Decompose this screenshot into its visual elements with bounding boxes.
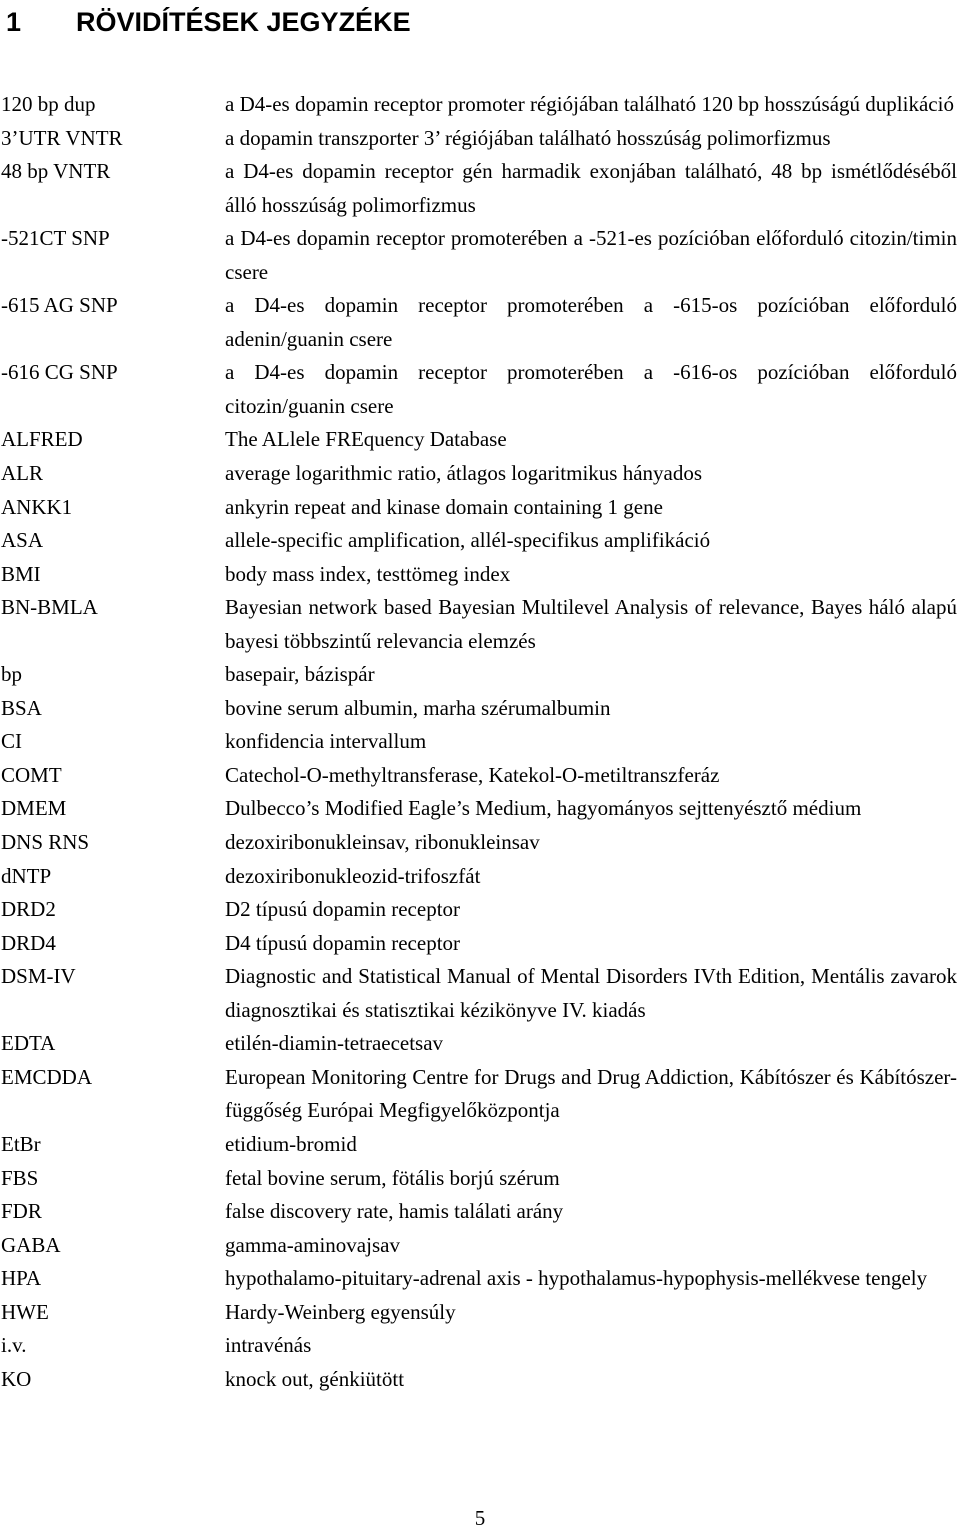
abbreviation-term: FBS bbox=[1, 1165, 39, 1190]
abbreviation-definition: etilén-diamin-tetraecetsav bbox=[225, 1031, 444, 1056]
abbreviation-term: ANKK1 bbox=[1, 494, 73, 519]
abbreviation-term: BMI bbox=[1, 561, 41, 586]
abbreviation-term: 48 bp VNTR bbox=[1, 159, 111, 184]
abbreviation-term: DMEM bbox=[1, 796, 67, 821]
abbreviation-entry bbox=[0, 792, 956, 826]
abbreviation-term: 3’UTR VNTR bbox=[1, 125, 123, 150]
abbreviation-definition: intravénás bbox=[225, 1333, 312, 1358]
abbreviation-entry bbox=[0, 893, 956, 927]
abbreviation-term: -616 CG SNP bbox=[1, 360, 118, 385]
abbreviation-entry bbox=[0, 725, 956, 759]
abbreviation-definition: dezoxiribonukleinsav, ribonukleinsav bbox=[225, 830, 540, 855]
abbreviation-term: DNS RNS bbox=[1, 830, 90, 855]
abbreviation-term: dNTP bbox=[1, 863, 52, 888]
abbreviation-entry bbox=[0, 1061, 956, 1128]
abbreviation-term: ALFRED bbox=[1, 427, 83, 452]
abbreviation-term: 120 bp dup bbox=[1, 92, 96, 116]
abbreviation-entry bbox=[0, 692, 956, 726]
abbreviation-definition: gamma-aminovajsav bbox=[225, 1232, 400, 1257]
abbreviation-entry bbox=[0, 860, 956, 894]
abbreviation-term: CI bbox=[1, 729, 22, 754]
section-number: 1 bbox=[6, 7, 22, 37]
abbreviation-definition: The ALlele FREquency Database bbox=[225, 427, 507, 452]
abbreviation-entry bbox=[0, 88, 956, 122]
abbreviation-definition: etidium-bromid bbox=[225, 1131, 357, 1156]
abbreviation-term: ASA bbox=[1, 528, 44, 553]
abbreviation-term: EtBr bbox=[1, 1131, 41, 1156]
abbreviation-term: i.v. bbox=[1, 1333, 27, 1358]
abbreviation-definition: a D4-es dopamin receptor promoterében a -616-os pozícióban előforduló citozin/guanin csere bbox=[225, 360, 957, 418]
abbreviation-list bbox=[0, 88, 956, 1396]
abbreviation-entry bbox=[0, 1027, 956, 1061]
page-number: 5 bbox=[474, 1506, 486, 1530]
abbreviation-definition: hypothalamo-pituitary-adrenal axis - hypothalamus-hypophysis-mellékvese tengely bbox=[225, 1266, 928, 1291]
abbreviation-definition: European Monitoring Centre for Drugs and Drug Addiction, Kábítószer és Kábítószer-függőség Európai Megfigyelőközpontja bbox=[225, 1064, 957, 1123]
abbreviation-term: DRD2 bbox=[1, 897, 56, 922]
abbreviation-entry bbox=[0, 1296, 956, 1330]
abbreviation-definition: a D4-es dopamin receptor gén harmadik exonjában található, 48 bp ismétlődéséből álló hosszúság polimorfizmus bbox=[225, 159, 957, 217]
abbreviation-entry bbox=[0, 1363, 956, 1397]
abbreviation-term: -521CT SNP bbox=[1, 226, 110, 251]
abbreviation-definition: a D4-es dopamin receptor promoter régiójában található 120 bp hosszúságú duplikáció bbox=[225, 92, 954, 116]
section-title: RÖVIDÍTÉSEK JEGYZÉKE bbox=[76, 7, 411, 37]
abbreviation-term: GABA bbox=[1, 1232, 61, 1257]
abbreviation-term: COMT bbox=[1, 762, 62, 787]
abbreviation-entry bbox=[0, 356, 956, 423]
abbreviation-term: DSM-IV bbox=[1, 964, 76, 989]
abbreviation-entry bbox=[0, 658, 956, 692]
abbreviation-definition: Dulbecco’s Modified Eagle’s Medium, hagyományos sejttenyésztő médium bbox=[225, 796, 862, 821]
abbreviation-entry bbox=[0, 1229, 956, 1263]
abbreviation-entry bbox=[0, 960, 956, 1027]
abbreviation-entry bbox=[0, 558, 956, 592]
abbreviation-entry bbox=[0, 591, 956, 658]
abbreviation-term: bp bbox=[1, 662, 22, 687]
abbreviation-definition: D4 típusú dopamin receptor bbox=[225, 930, 461, 955]
abbreviation-definition: allele-specific amplification, allél-specifikus amplifikáció bbox=[225, 528, 711, 553]
abbreviation-definition: a dopamin transzporter 3’ régiójában található hosszúság polimorfizmus bbox=[225, 125, 831, 150]
abbreviation-definition: D2 típusú dopamin receptor bbox=[225, 897, 461, 922]
abbreviation-term: BN-BMLA bbox=[1, 595, 98, 620]
abbreviation-term: BSA bbox=[1, 695, 42, 720]
abbreviation-term: FDR bbox=[1, 1199, 42, 1224]
section-heading bbox=[6, 2, 411, 42]
abbreviation-definition: a D4-es dopamin receptor promoterében a -521-es pozícióban előforduló citozin/timin csere bbox=[225, 226, 957, 284]
abbreviation-entry bbox=[0, 524, 956, 558]
abbreviation-entry bbox=[0, 826, 956, 860]
abbreviation-term: ALR bbox=[1, 461, 43, 486]
abbreviation-definition: knock out, génkiütött bbox=[225, 1366, 405, 1391]
abbreviation-entry bbox=[0, 457, 956, 491]
abbreviation-entry bbox=[0, 1162, 956, 1196]
abbreviation-term: HPA bbox=[1, 1266, 42, 1291]
abbreviation-definition: dezoxiribonukleozid-trifoszfát bbox=[225, 863, 481, 888]
abbreviation-definition: bovine serum albumin, marha szérumalbumin bbox=[225, 695, 611, 720]
abbreviation-term: EMCDDA bbox=[1, 1064, 93, 1089]
abbreviation-definition: Diagnostic and Statistical Manual of Mental Disorders IVth Edition, Mentális zavarok diagnosztikai és statisztikai kézikönyve IV. kiadás bbox=[225, 964, 957, 1022]
abbreviation-term: DRD4 bbox=[1, 930, 56, 955]
abbreviation-term: HWE bbox=[1, 1299, 49, 1324]
abbreviation-entry bbox=[0, 222, 956, 289]
abbreviation-definition: body mass index, testtömeg index bbox=[225, 561, 511, 586]
abbreviation-entry bbox=[0, 122, 956, 156]
abbreviation-entry bbox=[0, 927, 956, 961]
abbreviation-definition: a D4-es dopamin receptor promoterében a -615-os pozícióban előforduló adenin/guanin csere bbox=[225, 293, 957, 351]
abbreviation-definition: basepair, bázispár bbox=[225, 662, 375, 687]
abbreviation-entry bbox=[0, 1195, 956, 1229]
abbreviation-entry bbox=[0, 1128, 956, 1162]
abbreviation-definition: Hardy-Weinberg egyensúly bbox=[225, 1299, 456, 1324]
abbreviation-entry bbox=[0, 1329, 956, 1363]
abbreviation-entry bbox=[0, 759, 956, 793]
abbreviation-entry bbox=[0, 289, 956, 356]
abbreviation-entry bbox=[0, 155, 956, 222]
abbreviation-definition: Catechol-O-methyltransferase, Katekol-O-metiltranszferáz bbox=[225, 762, 720, 787]
abbreviation-term: -615 AG SNP bbox=[1, 293, 118, 318]
abbreviation-definition: fetal bovine serum, fötális borjú szérum bbox=[225, 1165, 560, 1190]
abbreviation-definition: false discovery rate, hamis találati arány bbox=[225, 1199, 564, 1224]
abbreviation-definition: Bayesian network based Bayesian Multilevel Analysis of relevance, Bayes háló alapú bayesi többszintű relevancia elemzés bbox=[225, 595, 957, 653]
abbreviation-definition: average logarithmic ratio, átlagos logaritmikus hányados bbox=[225, 461, 703, 486]
abbreviation-term: EDTA bbox=[1, 1031, 56, 1056]
abbreviation-entry bbox=[0, 491, 956, 525]
abbreviation-definition: ankyrin repeat and kinase domain containing 1 gene bbox=[225, 494, 663, 519]
abbreviation-entry bbox=[0, 1262, 956, 1296]
abbreviation-definition: konfidencia intervallum bbox=[225, 729, 427, 754]
abbreviation-term: KO bbox=[1, 1366, 32, 1391]
abbreviation-entry bbox=[0, 423, 956, 457]
